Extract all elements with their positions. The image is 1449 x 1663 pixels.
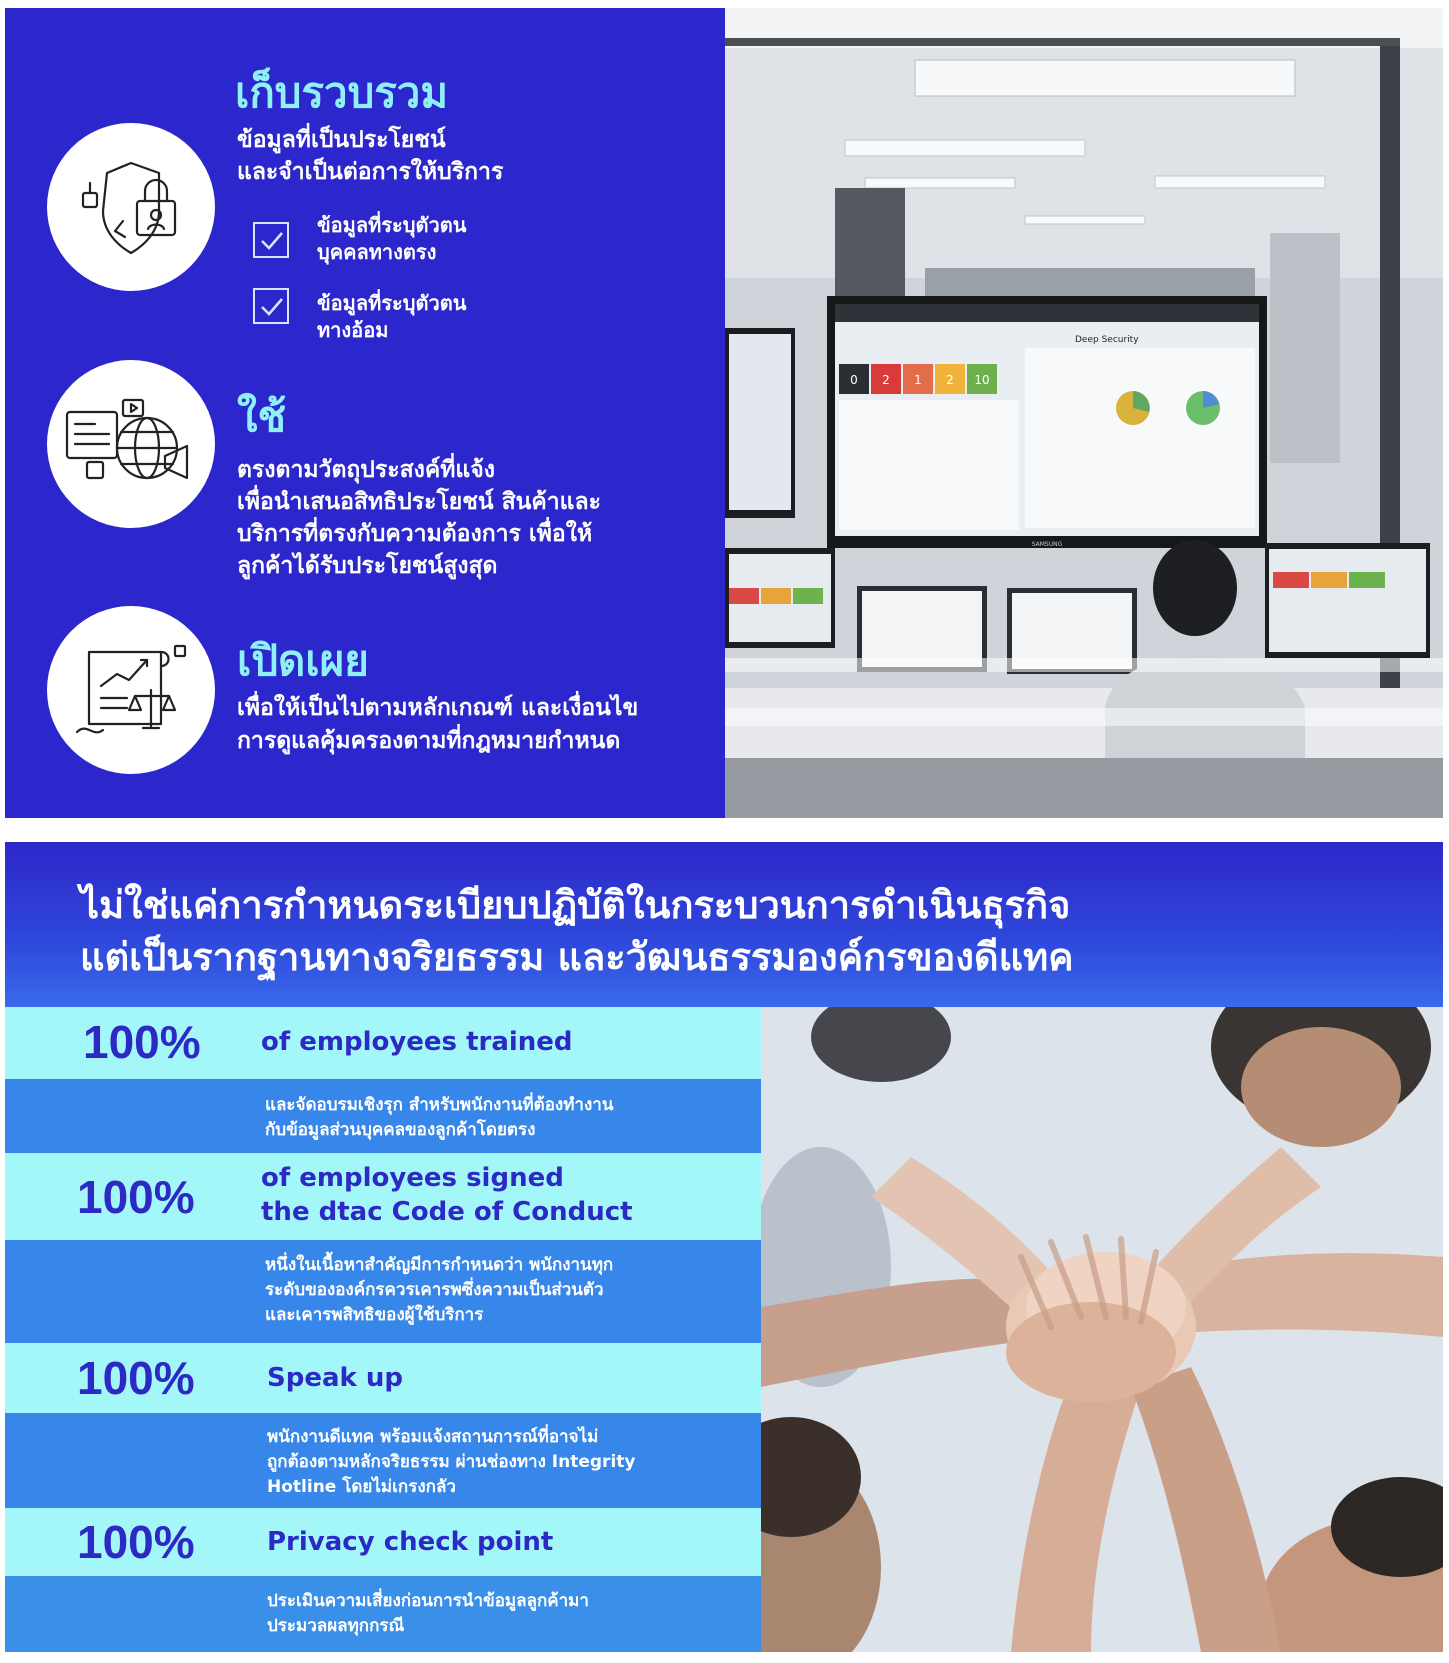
stacked-hands-illustration	[761, 1007, 1443, 1652]
stat-desc-line: ระดับขององค์กรควรเคารพซึ่งความเป็นส่วนตัว	[265, 1280, 604, 1300]
stat-percent: 100%	[83, 1016, 201, 1068]
collect-intro-line: และจำเป็นต่อการให้บริการ	[237, 159, 504, 185]
collect-item-direct	[317, 212, 466, 266]
use-line: ลูกค้าได้รับประโยชน์สูงสุด	[237, 553, 498, 579]
collect-heading: เก็บรวบรวม	[235, 68, 449, 117]
stat-label-line: Speak up	[267, 1363, 403, 1393]
stat-description	[265, 1093, 613, 1143]
alert-counter: 2	[946, 373, 954, 387]
stat-description	[265, 1253, 613, 1328]
security-room-illustration	[725, 8, 1443, 818]
lifecycle-panel	[5, 8, 725, 818]
stat-label-line: the dtac Code of Conduct	[261, 1197, 633, 1227]
stat-label-line: of employees signed	[261, 1163, 564, 1193]
stat-desc-line: Hotline โดยไม่เกรงกลัว	[267, 1477, 456, 1497]
slide2-title-line: แต่เป็นรากฐานทางจริยธรรม และวัฒนธรรมองค์กรของดีแทค	[80, 935, 1074, 979]
stat-desc-line: ประมวลผลทุกกรณี	[267, 1616, 405, 1636]
collect-item-line: ข้อมูลที่ระบุตัวตน	[317, 213, 467, 237]
stat-percent: 100%	[77, 1352, 195, 1404]
collect-item-line: บุคคลทางตรง	[317, 240, 437, 264]
disclose-line: เพื่อให้เป็นไปตามหลักเกณฑ์ และเงื่อนไข	[237, 695, 639, 721]
checkbox-icon	[253, 222, 289, 258]
collect-item-line: ข้อมูลที่ระบุตัวตน	[317, 291, 467, 315]
slide2-header	[5, 842, 1443, 1007]
stat-percent: 100%	[77, 1516, 195, 1568]
shield-lock-icon	[47, 123, 215, 291]
stat-label	[267, 1361, 403, 1395]
disclose-line: การดูแลคุ้มครองตามที่กฎหมายกำหนด	[237, 728, 621, 754]
collect-intro	[237, 124, 503, 188]
stat-desc-line: ถูกต้องตามหลักจริยธรรม ผ่านช่องทาง Integrity	[267, 1452, 636, 1472]
teamwork-hands-photo	[761, 1007, 1443, 1652]
stat-desc-line: พนักงานดีแทค พร้อมแจ้งสถานการณ์ที่อาจไม่	[267, 1427, 599, 1447]
stat-desc-line: และเคารพสิทธิของผู้ใช้บริการ	[265, 1305, 484, 1325]
alert-counter: 10	[974, 373, 990, 387]
use-line: เพื่อนำเสนอสิทธิประโยชน์ สินค้าและ	[237, 489, 601, 515]
alert-counter: 2	[882, 373, 890, 387]
stat-label	[261, 1161, 633, 1229]
alert-counter: 1	[914, 373, 922, 387]
slide-ethics-culture	[5, 842, 1443, 1652]
legal-document-icon	[47, 606, 215, 774]
stats-panel	[5, 1007, 761, 1652]
collect-item-indirect	[317, 290, 466, 344]
stat-label	[261, 1025, 573, 1059]
use-description	[237, 454, 601, 582]
alert-counter: 0	[850, 373, 858, 387]
disclose-heading: เปิดเผย	[237, 636, 369, 685]
monitor-brand: SAMSUNG	[1031, 541, 1063, 548]
slide-data-lifecycle	[5, 8, 1443, 818]
stat-label	[267, 1525, 553, 1559]
stat-description	[267, 1425, 635, 1500]
stat-label-line: Privacy check point	[267, 1527, 554, 1557]
use-line: บริการที่ตรงกับความต้องการ เพื่อให้	[237, 521, 593, 547]
stat-percent: 100%	[77, 1171, 195, 1223]
collect-item-line: ทางอ้อม	[317, 318, 389, 342]
stat-desc-line: กับข้อมูลส่วนบุคคลของลูกค้าโดยตรง	[265, 1120, 536, 1140]
use-line: ตรงตามวัตถุประสงค์ที่แจ้ง	[237, 457, 495, 483]
checkbox-icon	[253, 288, 289, 324]
stat-desc-line: ประเมินความเสี่ยงก่อนการนำข้อมูลลูกค้ามา	[267, 1591, 589, 1611]
stat-desc-line: หนึ่งในเนื้อหาสำคัญมีการกำหนดว่า พนักงานทุก	[265, 1255, 614, 1275]
dashboard-app-title: Deep Security	[1075, 335, 1139, 345]
collect-intro-line: ข้อมูลที่เป็นประโยชน์	[237, 127, 446, 153]
globe-megaphone-icon	[47, 360, 215, 528]
stat-desc-line: และจัดอบรมเชิงรุก สำหรับพนักงานที่ต้องทำงาน	[265, 1095, 614, 1115]
disclose-description	[237, 692, 638, 758]
stat-description	[267, 1589, 589, 1639]
security-operations-photo	[725, 8, 1443, 818]
use-heading: ใช้	[237, 392, 287, 441]
slide2-title-line: ไม่ใช่แค่การกำหนดระเบียบปฏิบัติในกระบวนการดำเนินธุรกิจ	[80, 883, 1071, 927]
stat-label-line: of employees trained	[261, 1027, 573, 1057]
